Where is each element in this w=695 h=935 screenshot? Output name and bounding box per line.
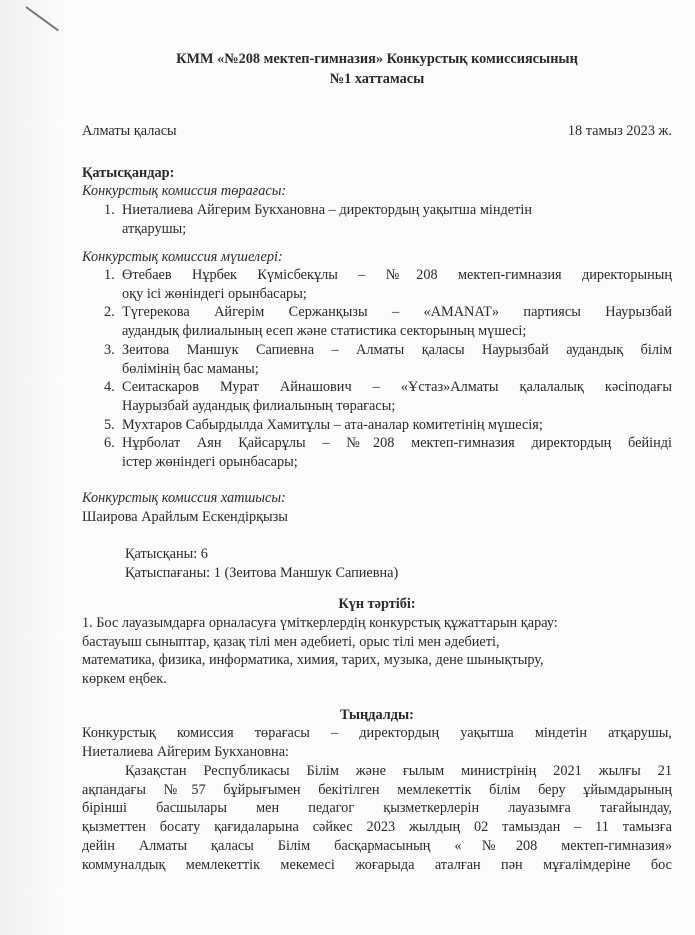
document-title	[82, 49, 672, 89]
members-label: Конкурстық комиссия мүшелері:	[82, 249, 283, 265]
body-line: Қазақстан Республикасы Білім және ғылым министрінің 2021 жылғы 21	[125, 763, 672, 779]
secretary-label: Конкурстық комиссия хатшысы:	[82, 490, 286, 506]
list-item	[82, 416, 672, 435]
body-line: коммуналдық мемлекеттік мекемесі жоғарыда аталған пән мұғалімдеріне бос	[82, 856, 672, 873]
absent-count: Қатыспағаны: 1 (Зеитова Маншук Сапиевна)	[125, 565, 399, 581]
date: 18 тамыз 2023 ж.	[567, 123, 672, 139]
body-paragraph	[82, 762, 672, 874]
title-line-2: №1 хаттамасы	[329, 71, 425, 87]
item-line-2: бөлімінің бас маманы;	[122, 360, 259, 377]
chair-label: Конкурстық комиссия төрағасы:	[82, 183, 287, 199]
speaker-line-1: Конкурстық комиссия төрағасы – директордың уақытша міндетін атқарушы,	[82, 725, 672, 741]
agenda-line: көркем еңбек.	[82, 671, 167, 688]
item-line-2: атқарушы;	[122, 220, 187, 237]
agenda-line: математика, физика, информатика, химия, тарих, музыка, дене шынықтыру,	[82, 652, 544, 669]
list-item	[82, 378, 672, 415]
item-line-1: Ниеталиева Айгерим Букхановна – директордың уақытша міндетін	[122, 202, 532, 218]
list-item	[82, 434, 672, 471]
members-list	[82, 266, 672, 472]
item-line-2: істер жөніндегі орынбасары;	[122, 454, 298, 471]
item-line-1: Нұрболат Аян Қайсарұлы – №208 мектеп-гимназия директордың бейінді	[122, 435, 672, 452]
agenda-line: бастауыш сыныптар, қазақ тілі мен әдебиеті, орыс тілі мен әдебиеті,	[82, 633, 500, 650]
speaker-line-2: Ниеталиева Айгерим Букхановна:	[82, 743, 290, 760]
list-item	[82, 341, 672, 378]
item-line-2: оқу ісі жөніндегі орынбасары;	[122, 285, 307, 302]
list-item	[82, 201, 672, 238]
scan-shadow	[0, 0, 60, 935]
heard-speaker	[82, 724, 672, 761]
list-item	[82, 303, 672, 340]
item-line-1: Мухтаров Сабырдылда Хамитұлы – ата-аналар комитетінің мүшесія;	[122, 416, 543, 433]
item-line-1: Зеитова Маншук Сапиевна – Алматы қаласы Наурызбай аудандық білім	[122, 341, 672, 358]
heard-heading: Тыңдалды:	[340, 707, 414, 723]
agenda-heading: Күн тәртібі:	[338, 596, 416, 612]
title-line-1: КММ «№208 мектеп-гимназия» Конкурстық комиссиясының	[176, 51, 578, 67]
item-line-1: Сеитаскаров Мурат Айнашович – «Ұстаз»Алматы қалалалық кәсіподағы	[122, 379, 672, 396]
list-item	[82, 266, 672, 303]
item-number: 6.	[104, 435, 115, 452]
item-line-2: аудандық филиалының есеп және статистика секторының мүшесі;	[122, 323, 527, 340]
body-line: бірінші басшылары мен педагог қызметкерлерін лауазымға тағайындау,	[82, 800, 672, 817]
item-number: 4.	[104, 379, 115, 396]
body-line: қызметтен босату қағидаларына сәйкес 2023 жылдың 02 тамыздан – 11 тамызға	[82, 819, 672, 836]
item-line-2: Наурызбай аудандық филиалының төрағасы;	[122, 397, 396, 414]
present-count: Қатысқаны: 6	[125, 546, 208, 562]
secretary-name: Шаирова Арайлым Ескендірқызы	[82, 509, 288, 525]
item-number: 1.	[104, 267, 115, 283]
agenda-text	[82, 614, 672, 689]
item-number: 2.	[104, 304, 115, 321]
body-line: ақпандағы №57 бұйрығымен бекітілген мемлекеттік білім беру ұйымдарының	[82, 781, 672, 798]
agenda-line: 1. Бос лауазымдарға орналасуға үміткерлердің конкурстық құжаттарын қарау:	[82, 615, 558, 631]
body-line: дейін Алматы қаласы Білім басқармасының «№208 мектеп-гимназия»	[82, 837, 672, 854]
item-number: 1.	[104, 202, 115, 218]
item-number: 3.	[104, 341, 115, 358]
item-line-1: Өтебаев Нұрбек Күмісбекұлы – №208 мектеп-гимназия директорының	[122, 267, 672, 283]
item-line-1: Түгерекова Айгерім Сержанқызы – «AMANAT» партиясы Наурызбай	[122, 304, 672, 321]
city: Алматы қаласы	[82, 123, 177, 139]
chair-list	[82, 201, 672, 238]
item-number: 5.	[104, 416, 115, 433]
participants-heading: Қатысқандар:	[82, 165, 175, 181]
